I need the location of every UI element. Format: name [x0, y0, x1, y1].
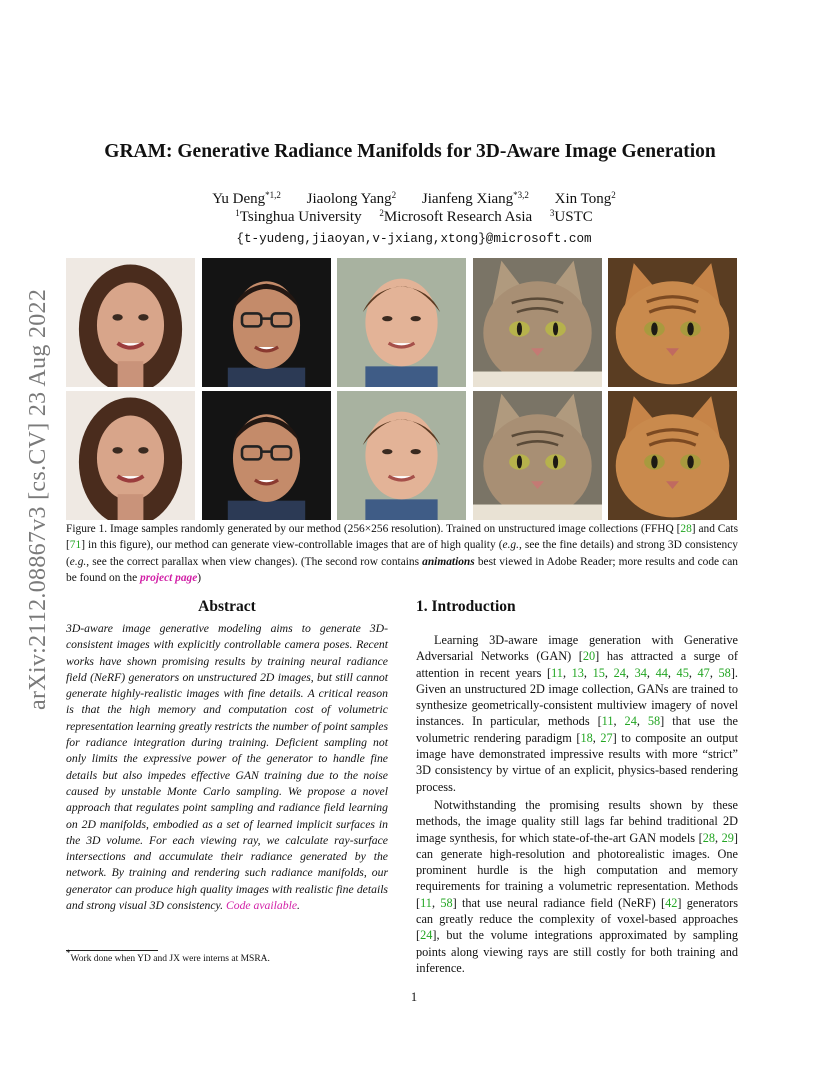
- paragraph-text: ,: [625, 665, 635, 680]
- right-column: [416, 598, 738, 976]
- citation-link[interactable]: 24: [613, 665, 626, 680]
- abstract-text: 3D-aware image generative modeling aims to generate 3D-consistent images with explicitly controllable camera poses. Recent works have shown promising results by training neural radiance field (NeRF) generators on unstructured 2D images, but still cannot generate highly-realistic images with fine details. A critical reason is that the high memory and computation cost of volumetric representation learning greatly restricts the number of point samples for radiance integration during training. Deficient sampling not only limits the expressive power of the generator to handle fine details but also impedes effective GAN training due to the noise caused by unstable Monte Carlo sampling. We propose a novel approach that regulates point sampling and radiance field learning on 2D manifolds, embodied as a set of learned implicit surfaces in the 3D volume. For each viewing ray, we calculate ray-surface intersections and accumulate their radiance generated by the network. By training and rendering such radiance manifolds, our generator can produce high quality images with realistic fine details and strong visual 3D consistency.: [66, 622, 388, 913]
- caption-text: ): [197, 571, 202, 584]
- citation-link[interactable]: 28: [702, 830, 715, 845]
- citation-link[interactable]: 58: [647, 714, 661, 729]
- paragraph-text: ] that use neural radiance field (NeRF) [: [452, 895, 666, 910]
- man-glasses-face-image: [202, 391, 331, 520]
- citation-link[interactable]: 58: [440, 895, 453, 910]
- introduction-paragraph: [416, 797, 738, 976]
- woman-face-image: [66, 258, 195, 387]
- affiliation: [550, 209, 593, 225]
- paragraph-text: ,: [604, 665, 614, 680]
- citation-link[interactable]: 13: [571, 665, 584, 680]
- affiliation: [235, 209, 361, 225]
- author: [212, 191, 281, 207]
- citation-link[interactable]: 11: [420, 895, 432, 910]
- caption-text: ] and Cats [: [66, 523, 738, 552]
- citation-link[interactable]: 24: [624, 714, 637, 729]
- caption-text: , see the correct parallax when view changes). (The second row contains: [86, 555, 423, 568]
- paragraph-text: ,: [667, 665, 677, 680]
- affiliation-name: Tsinghua University: [239, 209, 362, 225]
- caption-emphasis: animations: [422, 555, 475, 568]
- paragraph-text: ] that use the volumetric rendering paradigm [: [416, 714, 738, 745]
- affiliation-superscript: 3: [549, 208, 555, 218]
- citation-link[interactable]: 71: [69, 539, 82, 552]
- caption-text: e.g.: [502, 539, 519, 552]
- citation-link[interactable]: 11: [601, 714, 614, 729]
- paragraph-text: ] can generate high-resolution and photorealistic images. One prominent hurdle is the high computation and memory requirements for training a volumetric representation. Methods [: [416, 830, 739, 910]
- caption-text: , see the fine details) and strong 3D consistency (: [66, 539, 738, 568]
- paragraph-text: ,: [646, 665, 656, 680]
- caption-text: best viewed in Adobe Reader; more results and code can be found on the: [66, 555, 738, 584]
- paragraph-text: ,: [714, 830, 722, 845]
- figure-caption: [66, 521, 738, 586]
- woman-face-image: [66, 391, 195, 520]
- caption-text: ] in this figure), our method can generate view-controllable images that are of high quality (: [81, 539, 503, 552]
- author-superscript: *1,2: [265, 190, 281, 200]
- citation-link[interactable]: 47: [697, 665, 710, 680]
- paragraph-text: ] to composite an output image have demonstrated impressive results with more “strict” 3D consistency by virtue of an explicit, physics-based rendering process.: [416, 730, 738, 794]
- affiliation: [379, 209, 532, 225]
- boy-face-image: [337, 258, 466, 387]
- citation-link[interactable]: 18: [580, 730, 593, 745]
- affiliation-name: Microsoft Research Asia: [383, 209, 533, 225]
- paragraph-text: ] generators can greatly reduce the complexity of voxel-based approaches [: [416, 895, 738, 943]
- abstract-text: .: [297, 899, 300, 913]
- affiliation-list: [0, 209, 828, 226]
- affiliation-superscript: 2: [379, 208, 384, 218]
- author: [307, 191, 397, 207]
- paragraph-text: ,: [709, 665, 719, 680]
- orange-cat-face-image: [608, 258, 737, 387]
- citation-link[interactable]: 11: [551, 665, 563, 680]
- affiliation-superscript: 1: [235, 208, 240, 218]
- citation-link[interactable]: 28: [680, 523, 692, 535]
- paragraph-text: Notwithstanding the promising results shown by these methods, the image quality still lags far behind traditional 2D image synthesis, for which state-of-the-art GAN models [: [416, 797, 738, 845]
- introduction-heading: 1. Introduction: [416, 598, 516, 615]
- author-superscript: *3,2: [513, 190, 529, 200]
- citation-link[interactable]: 20: [582, 649, 596, 664]
- paper-title: GRAM: Generative Radiance Manifolds for 3D-Aware Image Generation: [104, 141, 716, 162]
- citation-link[interactable]: 27: [600, 730, 613, 745]
- footnote-divider: [66, 950, 158, 951]
- man-glasses-face-image: [202, 258, 331, 387]
- author-superscript: 2: [611, 190, 616, 200]
- caption-text: e.g.: [69, 555, 87, 568]
- abstract-body: [66, 621, 388, 914]
- paragraph-text: ] has attracted a surge of attention in recent years [: [416, 649, 739, 680]
- footnote-mark: *: [66, 948, 71, 958]
- paragraph-text: Learning 3D-aware image generation with Generative Adversarial Networks (GAN) [: [416, 633, 738, 664]
- author: [422, 191, 529, 207]
- code-available-link[interactable]: Code available: [225, 899, 298, 913]
- author-list: [0, 191, 828, 208]
- introduction-paragraph: [416, 632, 738, 795]
- tabby-cat-face-image: [473, 258, 602, 387]
- citation-link[interactable]: 15: [592, 665, 605, 680]
- project-page-link[interactable]: project page: [140, 571, 198, 584]
- paragraph-text: ,: [688, 665, 698, 680]
- arxiv-identifier-stamp: arXiv:2112.08867v3 [cs.CV] 23 Aug 2022: [25, 288, 51, 710]
- paragraph-text: ,: [613, 714, 625, 729]
- affiliation-name: USTC: [554, 209, 593, 225]
- author-name: Jiaolong Yang: [306, 191, 392, 207]
- orange-cat-face-image: [608, 391, 737, 520]
- author-emails: {t-yudeng,jiaoyan,v-jxiang,xtong}@microsoft.com: [236, 232, 592, 246]
- author-name: Yu Deng: [212, 191, 266, 207]
- footnote-text: Work done when YD and JX were interns at MSRA.: [70, 954, 270, 964]
- paragraph-text: ,: [636, 714, 648, 729]
- author: [555, 191, 616, 207]
- author-superscript: 2: [391, 190, 397, 200]
- citation-link[interactable]: 24: [420, 928, 433, 943]
- left-column: [66, 598, 388, 914]
- citation-link[interactable]: 29: [721, 830, 734, 845]
- citation-link[interactable]: 42: [665, 895, 678, 910]
- author-name: Xin Tong: [554, 191, 612, 207]
- boy-face-image: [337, 391, 466, 520]
- figure-image-grid: [66, 258, 738, 520]
- paragraph-text: ,: [562, 665, 572, 680]
- citation-link[interactable]: 44: [655, 665, 668, 680]
- paragraph-text: ], but the volume integrations approximated by sampling points along viewing rays are still costly for both training and inference.: [416, 928, 738, 975]
- abstract-heading: Abstract: [198, 598, 256, 615]
- tabby-cat-face-image: [473, 391, 602, 520]
- page-number: 1: [410, 990, 418, 1004]
- paragraph-text: ]. Given an unstructured 2D image collection, GANs are trained to synthesize geometrically-consistent multiview imagery of novel instances. In particular, methods [: [416, 665, 738, 729]
- paragraph-text: ,: [583, 665, 593, 680]
- citation-link[interactable]: 45: [676, 665, 689, 680]
- paragraph-text: ,: [431, 895, 441, 910]
- author-name: Jianfeng Xiang: [421, 191, 514, 207]
- paragraph-text: ,: [592, 730, 601, 745]
- citation-link[interactable]: 34: [634, 665, 647, 680]
- footnote: [66, 948, 388, 964]
- citation-link[interactable]: 58: [718, 665, 731, 680]
- caption-text: Figure 1. Image samples randomly generated by our method (256×256 resolution). Trained on unstructured image collections (FFHQ [: [66, 523, 681, 535]
